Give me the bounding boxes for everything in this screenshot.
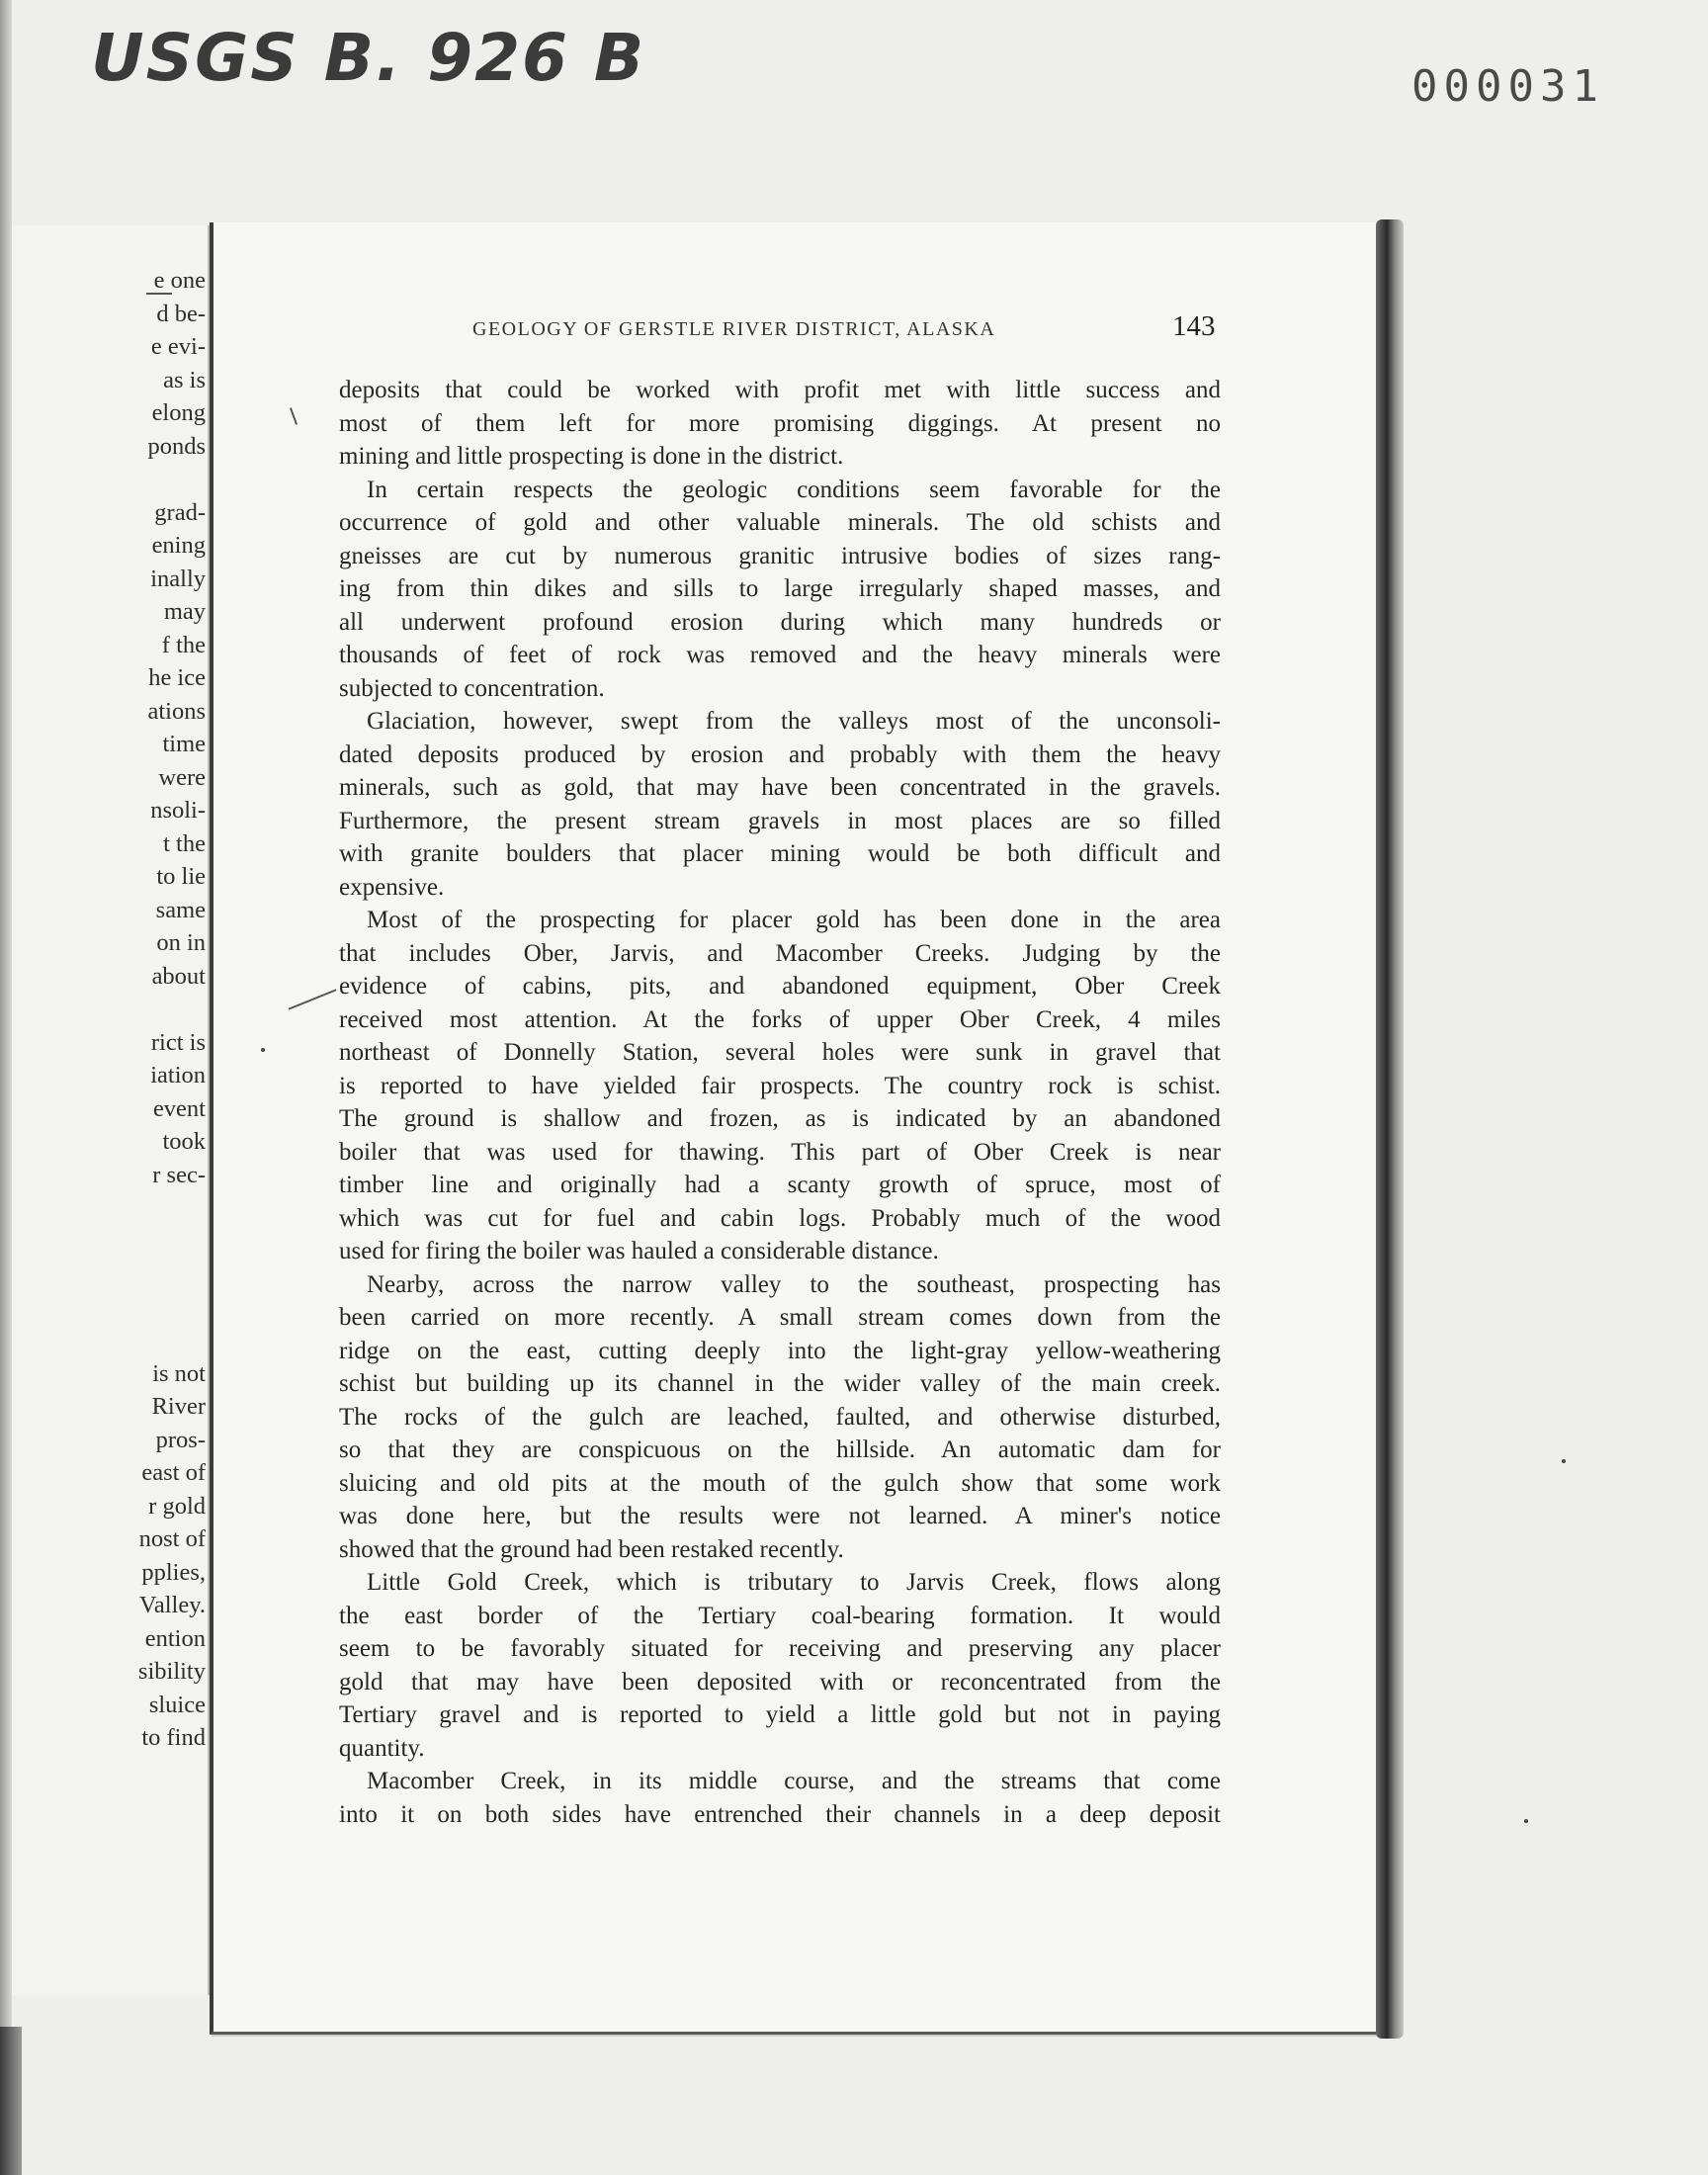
previous-page-fragment <box>12 225 210 1995</box>
text-line: The rocks of the gulch are leached, faulted, and otherwise disturbed, <box>339 1403 1221 1431</box>
previous-page-text: River <box>151 1393 206 1420</box>
text-line: seem to be favorably situated for receiving and preserving any placer <box>339 1635 1221 1662</box>
previous-page-line <box>12 1062 208 1089</box>
text-line: Tertiary gravel and is reported to yield a little gold but not in paying <box>339 1701 1221 1728</box>
text-line: Most of the prospecting for placer gold has been done in the area <box>367 907 1221 933</box>
text-line: mining and little prospecting is done in the district. <box>339 443 844 470</box>
previous-page-text: Valley. <box>138 1592 206 1618</box>
previous-page-text: is not <box>152 1359 206 1387</box>
previous-page-text: took <box>162 1128 206 1155</box>
previous-page-line <box>12 1493 208 1521</box>
previous-page-line <box>12 797 208 825</box>
previous-page-text: r gold <box>148 1492 206 1520</box>
previous-page-text: iation <box>150 1062 206 1088</box>
previous-page-text: nsoli- <box>150 797 206 824</box>
scan-left-edge <box>0 0 12 2175</box>
text-line: quantity. <box>339 1734 425 1762</box>
scan-speck <box>261 1048 265 1052</box>
previous-page-line <box>12 301 208 328</box>
text-line: ridge on the east, cutting deeply into the light-gray yellow-weathering <box>339 1337 1221 1364</box>
previous-page-line <box>12 1625 208 1653</box>
previous-page-line <box>12 664 208 692</box>
body-text <box>339 374 1221 1831</box>
text-line: is reported to have yielded fair prospects. The country rock is schist. <box>339 1072 1221 1099</box>
previous-page-line <box>12 1525 208 1553</box>
previous-page-line <box>12 830 208 858</box>
previous-page-line <box>12 1095 208 1123</box>
handwritten-document-id: USGS B. 926 B <box>91 20 646 96</box>
previous-page-text: ention <box>144 1624 206 1652</box>
previous-page-line <box>12 466 208 493</box>
previous-page-line <box>12 367 208 394</box>
previous-page-text: ations <box>147 697 206 725</box>
text-line: evidence of cabins, pits, and abandoned equipment, Ober Creek <box>339 973 1221 1000</box>
text-line: which was cut for fuel and cabin logs. Probably much of the wood <box>339 1204 1221 1232</box>
previous-page-text: may <box>163 598 206 625</box>
previous-page-text: grad- <box>154 498 206 526</box>
previous-page-line <box>12 698 208 726</box>
text-line: minerals, such as gold, that may have been concentrated in the gravels. <box>339 774 1221 801</box>
previous-page-line <box>12 1162 208 1189</box>
previous-page-text: e one <box>153 267 206 294</box>
page-number: 143 <box>1172 310 1216 342</box>
scan-speck <box>1524 1819 1528 1823</box>
text-line: gold that may have been deposited with or reconcentrated from the <box>339 1668 1221 1696</box>
text-line: northeast of Donnelly Station, several holes were sunk in gravel that <box>339 1039 1221 1066</box>
previous-page-text: d be- <box>156 300 206 327</box>
previous-page-line <box>12 1327 208 1354</box>
text-line: all underwent profound erosion during which many hundreds or <box>339 608 1221 636</box>
previous-page-line <box>12 1261 208 1288</box>
previous-page-line <box>12 1393 208 1421</box>
running-head: GEOLOGY OF GERSTLE RIVER DISTRICT, ALASKA <box>472 318 996 340</box>
scan-speck <box>1562 1459 1566 1463</box>
text-line: was done here, but the results were not learned. A miner's notice <box>339 1503 1221 1529</box>
previous-page-line <box>12 1228 208 1256</box>
page-right-edge <box>1376 219 1404 2039</box>
text-line: thousands of feet of rock was removed and the heavy minerals were <box>339 642 1221 668</box>
previous-page-line <box>12 1427 208 1454</box>
previous-page-text: on in <box>156 929 206 956</box>
text-line: Little Gold Creek, which is tributary to Jarvis Creek, flows along <box>367 1569 1221 1596</box>
scan-binding-shadow <box>0 2027 22 2175</box>
previous-page-line <box>12 963 208 991</box>
previous-page-text: event <box>152 1094 206 1122</box>
text-line: expensive. <box>339 873 445 901</box>
text-line: used for firing the boiler was hauled a considerable distance. <box>339 1238 939 1264</box>
previous-page-line <box>12 1360 208 1388</box>
previous-page-line <box>12 632 208 659</box>
previous-page-line <box>12 1194 208 1222</box>
previous-page-text: ponds <box>147 432 206 460</box>
previous-page-text: inally <box>150 565 206 592</box>
previous-page-line <box>12 566 208 593</box>
previous-page-text: sluice <box>148 1691 206 1718</box>
previous-page-line <box>12 929 208 957</box>
previous-page-line <box>12 1459 208 1487</box>
previous-page-text: sibility <box>137 1658 206 1685</box>
previous-page-line <box>12 399 208 427</box>
text-line: been carried on more recently. A small stream comes down from the <box>339 1304 1221 1331</box>
previous-page-line <box>12 764 208 792</box>
previous-page-text: r sec- <box>152 1161 206 1188</box>
text-line: timber line and originally had a scanty growth of spruce, most of <box>339 1172 1221 1198</box>
previous-page-text: t the <box>163 829 206 857</box>
text-line: subjected to concentration. <box>339 674 605 702</box>
text-line: most of them left for more promising diggings. At present no <box>339 409 1221 437</box>
text-line: The ground is shallow and frozen, as is indicated by an abandoned <box>339 1105 1221 1132</box>
previous-page-line <box>12 499 208 527</box>
previous-page-line <box>12 897 208 924</box>
text-line: deposits that could be worked with profit met with little success and <box>339 377 1221 403</box>
previous-page-line <box>12 598 208 626</box>
previous-page-text: ening <box>151 532 206 559</box>
previous-page-line <box>12 731 208 758</box>
previous-page-line <box>12 532 208 560</box>
previous-page-line <box>12 996 208 1023</box>
previous-page-text: elong <box>151 399 206 426</box>
text-line: the east border of the Tertiary coal-bearing formation. It would <box>339 1602 1221 1629</box>
text-line: into it on both sides have entrenched their channels in a deep deposit <box>339 1800 1221 1828</box>
previous-page-text: nost of <box>138 1525 206 1552</box>
previous-page-text: he ice <box>148 664 206 691</box>
previous-page-text: f the <box>161 631 206 658</box>
previous-page-line <box>12 333 208 361</box>
previous-page-line <box>12 1029 208 1057</box>
previous-page-line <box>12 1294 208 1322</box>
text-line: Macomber Creek, in its middle course, and the streams that come <box>367 1768 1221 1794</box>
previous-page-text: rict is <box>150 1028 206 1056</box>
text-line: so that they are conspicuous on the hillside. An automatic dam for <box>339 1436 1221 1463</box>
previous-page-line <box>12 267 208 295</box>
text-line: ing from thin dikes and sills to large irregularly shaped masses, and <box>339 575 1221 602</box>
previous-page-line <box>12 1128 208 1156</box>
text-line: Furthermore, the present stream gravels in most places are so filled <box>339 807 1221 834</box>
previous-page-text: were <box>158 763 206 791</box>
previous-page-line <box>12 1658 208 1686</box>
previous-page-line <box>12 1724 208 1752</box>
text-line: received most attention. At the forks of upper Ober Creek, 4 miles <box>339 1005 1221 1033</box>
text-line: dated deposits produced by erosion and probably with them the heavy <box>339 740 1221 768</box>
previous-page-line <box>12 1592 208 1619</box>
text-line: boiler that was used for thawing. This part of Ober Creek is near <box>339 1138 1221 1166</box>
text-line: Glaciation, however, swept from the valleys most of the unconsoli- <box>367 708 1221 735</box>
stamp-number: 000031 <box>1411 61 1604 112</box>
previous-page-line <box>12 1692 208 1719</box>
text-line: Nearby, across the narrow valley to the southeast, prospecting has <box>367 1270 1221 1298</box>
text-line: with granite boulders that placer mining would be both difficult and <box>339 840 1221 867</box>
previous-page-text: to lie <box>156 863 206 890</box>
previous-page-line <box>12 863 208 891</box>
text-line: schist but building up its channel in the wider valley of the main creek. <box>339 1370 1221 1397</box>
text-line: showed that the ground had been restaked recently. <box>339 1535 844 1563</box>
text-line: sluicing and old pits at the mouth of the gulch show that some work <box>339 1469 1221 1497</box>
margin-pencil-mark <box>146 293 172 295</box>
previous-page-text: to find <box>141 1724 206 1751</box>
text-line: In certain respects the geologic conditions seem favorable for the <box>367 476 1221 503</box>
previous-page-text: e evi- <box>150 333 206 360</box>
text-line: that includes Ober, Jarvis, and Macomber Creeks. Judging by the <box>339 939 1221 967</box>
text-line: occurrence of gold and other valuable minerals. The old schists and <box>339 509 1221 536</box>
previous-page-text: as is <box>163 366 206 393</box>
previous-page-text: about <box>151 962 206 990</box>
previous-page-line <box>12 1559 208 1587</box>
previous-page-text: east of <box>141 1459 206 1486</box>
text-line: gneisses are cut by numerous granitic intrusive bodies of sizes rang- <box>339 542 1221 569</box>
previous-page-line <box>12 433 208 461</box>
previous-page-text: pros- <box>155 1426 206 1453</box>
previous-page-text: time <box>162 731 206 757</box>
previous-page-text: same <box>155 896 206 923</box>
previous-page-text: pplies, <box>141 1558 206 1586</box>
